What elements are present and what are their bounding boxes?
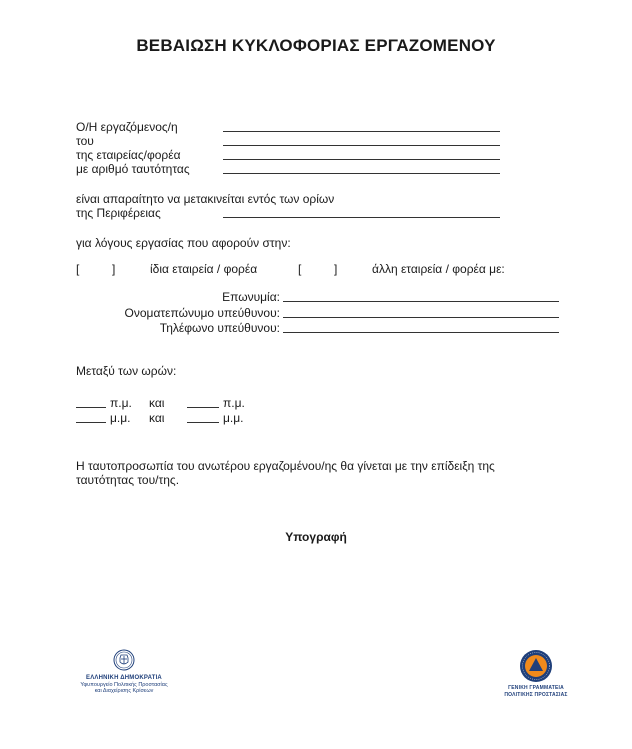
company-label: της εταιρείας/φορέα [76,148,181,162]
hour-to-1-suffix: π.μ. [223,396,245,410]
checkbox-other-close[interactable]: ] [334,262,338,276]
manager-name-input-line[interactable] [283,317,559,318]
identity-note-line1: Η ταυτοπροσωπία του ανωτέρου εργαζομένου/ης θα γίνεται με την επίδειξη της [76,459,495,473]
company-name-input-line[interactable] [283,301,559,302]
hours-and-1: και [149,396,165,410]
reasons-intro: για λόγους εργασίας που αφορούν στην: [76,236,291,250]
hour-from-2-input-line[interactable] [76,422,106,423]
of-input-line[interactable] [223,145,500,146]
document-title: ΒΕΒΑΙΩΣΗ ΚΥΚΛΟΦΟΡΙΑΣ ΕΡΓΑΖΟΜΕΝΟΥ [136,36,496,55]
hour-to-2-input-line[interactable] [187,422,219,423]
of-label: του [76,134,94,148]
greek-emblem-icon [113,649,135,671]
movement-text-line1: είναι απαραίτητο να μετακινείται εντός των ορίων [76,192,335,206]
footer-left-line1: ΕΛΛΗΝΙΚΗ ΔΗΜΟΚΡΑΤΙΑ [86,675,162,681]
footer-left-logo [72,649,176,695]
hour-from-2-suffix: μ.μ. [110,411,131,425]
footer-right-line2: ΠΟΛΙΤΙΚΗΣ ΠΡΟΣΤΑΣΙΑΣ [504,691,568,698]
hours-intro: Μεταξύ των ωρών: [76,364,177,378]
company-input-line[interactable] [223,159,500,160]
hour-to-2-suffix: μ.μ. [223,411,244,425]
hour-from-1-suffix: π.μ. [110,396,132,410]
hours-and-2: και [149,411,165,425]
identity-note-line2: ταυτότητας του/της. [76,473,180,487]
region-input-line[interactable] [223,217,500,218]
company-name-label: Επωνυμία: [222,290,280,304]
footer-right-line1: ΓΕΝΙΚΗ ΓΡΑΜΜΑΤΕΙΑ [508,685,564,691]
id-number-label: με αριθμό ταυτότητας [76,162,190,176]
footer-left-line3: και Διαχείρισης Κρίσεων [94,688,154,694]
manager-phone-label: Τηλέφωνο υπεύθυνου: [159,321,280,335]
civil-protection-emblem-icon [519,649,553,683]
employee-input-line[interactable] [223,131,500,132]
checkbox-same-close[interactable]: ] [112,262,116,276]
footer-left-line2: Υφυπουργείο Πολιτικής Προστασίας [80,681,168,688]
manager-phone-input-line[interactable] [283,332,559,333]
movement-text-line2: της Περιφέρειας [76,206,161,220]
checkbox-same-open[interactable]: [ [76,262,80,276]
option-same-company: ίδια εταιρεία / φορέα [150,262,258,276]
manager-name-label: Ονοματεπώνυμο υπεύθυνου: [124,306,280,320]
id-number-input-line[interactable] [223,173,500,174]
option-other-company: άλλη εταιρεία / φορέα με: [372,262,505,276]
footer-right-logo [499,649,573,698]
hour-to-1-input-line[interactable] [187,407,219,408]
hour-from-1-input-line[interactable] [76,407,106,408]
employee-label: Ο/Η εργαζόμενος/η [76,120,178,134]
signature-label: Υπογραφή [285,530,347,544]
checkbox-other-open[interactable]: [ [298,262,302,276]
